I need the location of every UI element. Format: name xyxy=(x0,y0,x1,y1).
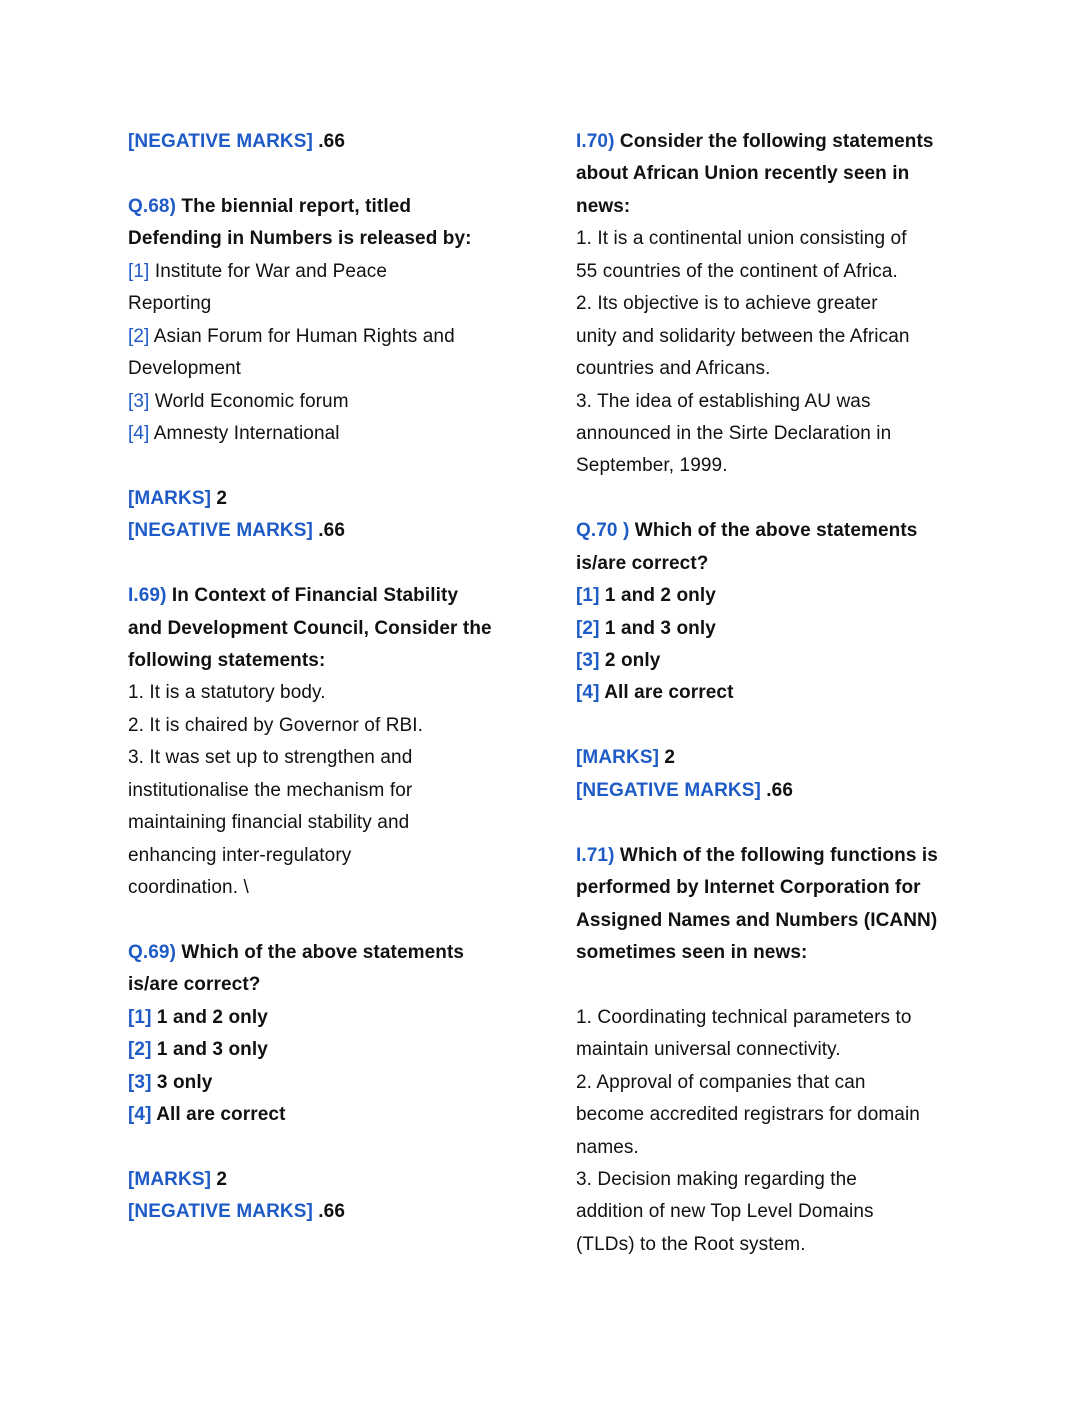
text-line xyxy=(576,1002,976,1034)
text-line xyxy=(576,905,976,937)
text-line xyxy=(576,418,976,450)
question-label: [MARKS] xyxy=(128,1169,212,1190)
line-text: Consider the following statements xyxy=(614,131,934,152)
line-text: World Economic forum xyxy=(149,390,349,412)
line-text: 1. Coordinating technical parameters to xyxy=(576,1006,912,1028)
question-label: [NEGATIVE MARKS] xyxy=(576,779,761,801)
text-line xyxy=(576,1164,976,1196)
line-text: 2 xyxy=(211,487,228,509)
text-line xyxy=(576,840,976,872)
blank-line xyxy=(576,710,976,742)
blank-line xyxy=(128,1132,528,1164)
line-text: In Context of Financial Stability xyxy=(166,585,459,607)
text-line xyxy=(128,937,528,969)
text-line xyxy=(576,742,976,774)
line-text: 3. Decision making regarding the xyxy=(576,1169,857,1190)
text-line xyxy=(128,256,528,288)
line-text: Assigned Names and Numbers (ICANN) xyxy=(576,909,938,931)
text-line xyxy=(128,483,528,515)
text-line xyxy=(576,1034,976,1066)
line-text: performed by Internet Corporation for xyxy=(576,877,921,899)
text-line xyxy=(576,321,976,353)
line-text: 3. It was set up to strengthen and xyxy=(128,747,413,769)
text-line xyxy=(128,1067,528,1099)
line-text: enhancing inter-regulatory xyxy=(128,844,352,866)
question-label: [3] xyxy=(128,390,150,412)
question-label: Q.70 ) xyxy=(576,520,630,542)
line-text: All are correct xyxy=(151,1104,286,1126)
line-text: maintain universal connectivity. xyxy=(576,1039,841,1061)
text-line xyxy=(128,969,528,1001)
line-text: is/are correct? xyxy=(128,974,261,996)
text-line xyxy=(128,515,528,547)
question-label: [3] xyxy=(576,650,600,671)
text-line xyxy=(128,1099,528,1131)
line-text: Development xyxy=(128,358,242,380)
question-label: [4] xyxy=(128,1104,152,1126)
text-line xyxy=(576,872,976,904)
line-text: Defending in Numbers is released by: xyxy=(128,228,472,250)
text-line xyxy=(576,515,976,547)
line-text: Institute for War and Peace xyxy=(149,260,388,282)
blank-line xyxy=(576,807,976,839)
text-line xyxy=(576,548,976,580)
line-text: Which of the following functions is xyxy=(614,844,938,866)
question-label: [NEGATIVE MARKS] xyxy=(128,520,313,542)
text-line xyxy=(128,742,528,774)
text-line xyxy=(576,353,976,385)
line-text: 1. It is a statutory body. xyxy=(128,682,326,704)
blank-line xyxy=(576,969,976,1001)
text-line xyxy=(576,613,976,645)
question-label: [2] xyxy=(128,1039,152,1061)
text-line xyxy=(128,191,528,223)
text-line xyxy=(128,288,528,320)
line-text: Which of the above statements xyxy=(629,520,918,542)
blank-line xyxy=(128,158,528,190)
question-label: [4] xyxy=(576,682,600,704)
question-label: [1] xyxy=(128,1006,152,1028)
line-text: September, 1999. xyxy=(576,455,728,477)
question-label: [MARKS] xyxy=(576,747,660,769)
text-line xyxy=(128,840,528,872)
text-line xyxy=(576,256,976,288)
line-text: news: xyxy=(576,195,631,217)
line-text: about African Union recently seen in xyxy=(576,163,910,185)
line-text: 2. Its objective is to achieve greater xyxy=(576,293,878,315)
text-line xyxy=(128,807,528,839)
line-text: All are correct xyxy=(599,682,734,704)
blank-line xyxy=(576,483,976,515)
text-line xyxy=(576,126,976,158)
right-column xyxy=(576,126,976,1261)
text-line xyxy=(576,1229,976,1261)
blank-line xyxy=(128,450,528,482)
text-line xyxy=(128,645,528,677)
line-text: 1. It is a continental union consisting of xyxy=(576,228,907,250)
text-line xyxy=(128,677,528,709)
line-text: 2 xyxy=(659,747,676,769)
text-line xyxy=(576,580,976,612)
text-line xyxy=(128,321,528,353)
question-label: [1] xyxy=(576,585,600,607)
line-text: become accredited registrars for domain xyxy=(576,1104,920,1126)
question-label: [3] xyxy=(128,1071,152,1093)
line-text: Amnesty International xyxy=(149,422,340,444)
blank-line xyxy=(128,905,528,937)
question-label: I.70) xyxy=(576,131,615,152)
question-label: [NEGATIVE MARKS] xyxy=(128,1201,313,1223)
line-text: (TLDs) to the Root system. xyxy=(576,1233,806,1255)
text-line xyxy=(128,386,528,418)
text-line xyxy=(576,1196,976,1228)
text-line xyxy=(128,223,528,255)
line-text: maintaining financial stability and xyxy=(128,812,410,834)
line-text: The biennial report, titled xyxy=(176,195,412,217)
line-text: 1 and 3 only xyxy=(599,617,716,639)
line-text: countries and Africans. xyxy=(576,358,771,380)
question-label: [NEGATIVE MARKS] xyxy=(128,131,313,152)
text-line xyxy=(128,613,528,645)
text-line xyxy=(128,775,528,807)
text-line xyxy=(576,1099,976,1131)
line-text: 2. It is chaired by Governor of RBI. xyxy=(128,714,424,736)
line-text: 55 countries of the continent of Africa. xyxy=(576,260,898,282)
line-text: addition of new Top Level Domains xyxy=(576,1201,874,1223)
question-label: [4] xyxy=(128,422,150,444)
left-column xyxy=(128,126,528,1229)
question-label: Q.69) xyxy=(128,941,177,963)
text-line xyxy=(128,353,528,385)
line-text: 2 only xyxy=(599,650,661,671)
text-line xyxy=(128,872,528,904)
line-text: 3. The idea of establishing AU was xyxy=(576,390,871,412)
blank-line xyxy=(128,548,528,580)
text-line xyxy=(128,1196,528,1228)
line-text: .66 xyxy=(312,131,346,152)
line-text: institutionalise the mechanism for xyxy=(128,779,413,801)
text-line xyxy=(576,223,976,255)
line-text: 1 and 2 only xyxy=(151,1006,268,1028)
text-line xyxy=(576,775,976,807)
text-line xyxy=(128,1034,528,1066)
line-text: 1 and 3 only xyxy=(151,1039,268,1061)
line-text: Which of the above statements xyxy=(176,941,465,963)
line-text: .66 xyxy=(312,520,346,542)
line-text: Reporting xyxy=(128,293,212,315)
line-text: announced in the Sirte Declaration in xyxy=(576,422,892,444)
line-text: coordination. \ xyxy=(128,877,249,899)
text-line xyxy=(128,580,528,612)
line-text: 1 and 2 only xyxy=(599,585,716,607)
text-line xyxy=(128,1164,528,1196)
line-text: unity and solidarity between the African xyxy=(576,325,910,347)
question-label: [1] xyxy=(128,260,150,282)
text-line xyxy=(576,191,976,223)
text-line xyxy=(576,158,976,190)
question-label: [2] xyxy=(128,325,150,347)
question-label: Q.68) xyxy=(128,195,177,217)
text-line xyxy=(576,386,976,418)
line-text: names. xyxy=(576,1136,639,1158)
text-line xyxy=(576,645,976,677)
line-text: .66 xyxy=(312,1201,346,1223)
line-text: 3 only xyxy=(151,1071,213,1093)
text-line xyxy=(576,1067,976,1099)
text-line xyxy=(128,418,528,450)
text-line xyxy=(576,450,976,482)
line-text: 2. Approval of companies that can xyxy=(576,1071,866,1093)
line-text: Asian Forum for Human Rights and xyxy=(149,325,455,347)
text-line xyxy=(128,126,528,158)
text-line xyxy=(576,677,976,709)
line-text: is/are correct? xyxy=(576,552,709,574)
line-text: .66 xyxy=(760,779,794,801)
text-line xyxy=(576,288,976,320)
text-line xyxy=(576,937,976,969)
question-label: I.69) xyxy=(128,585,167,607)
text-line xyxy=(576,1132,976,1164)
question-label: [2] xyxy=(576,617,600,639)
line-text: and Development Council, Consider the xyxy=(128,617,492,639)
question-label: I.71) xyxy=(576,844,615,866)
text-line xyxy=(128,1002,528,1034)
line-text: sometimes seen in news: xyxy=(576,941,808,963)
text-line xyxy=(128,710,528,742)
line-text: 2 xyxy=(211,1169,228,1190)
line-text: following statements: xyxy=(128,650,326,671)
question-label: [MARKS] xyxy=(128,487,212,509)
